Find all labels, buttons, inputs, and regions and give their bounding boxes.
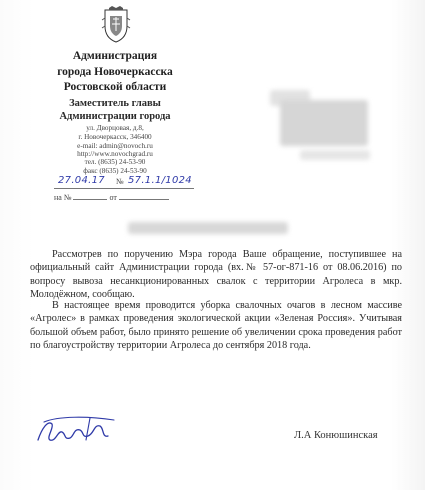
registration-underline (54, 188, 194, 189)
organization-name: Администрация (72, 50, 158, 62)
redacted-salutation (128, 222, 288, 234)
redacted-recipient-extra (300, 150, 370, 160)
website: http://www.novochgrad.ru (77, 150, 153, 158)
reference-prefix: на № (54, 193, 72, 202)
reference-number-blank (73, 192, 107, 200)
organization-region: Ростовской области (63, 81, 167, 93)
body-paragraph-1: Рассмотрев по поручению Мэра города Ваше обращение, поступившее на официальный сайт Администрации города (вх.№ 57-ог-871-16 от 08.06.2016) по вопросу вывоза несанкционированных свалок с территории Агролеса в мкр. Молодёжном, сообщаю. (30, 249, 402, 300)
registration-number-label: № (116, 177, 124, 186)
phone: тел. (8635) 24-53-90 (84, 158, 146, 166)
reference-line (54, 192, 169, 202)
address-street: ул. Дворцовая, д.8, (86, 124, 144, 132)
body-paragraph-2: В настоящее время проводится уборка свалочных очагов в лесном массиве «Агролес» в рамках проведения экологической акции «Зеленая Россия». Учитывая большой объем работ, было принято решение об увеличении срока проведения работ по благоустройству территории Агролеса до сентября 2018 года. (30, 300, 402, 351)
handwritten-signature (28, 410, 158, 450)
registration-line (30, 175, 200, 189)
reference-middle: от (109, 193, 117, 202)
position-title: Заместитель главы (69, 98, 161, 109)
registration-date: 27.04.17 (58, 175, 105, 186)
address-city: г. Новочеркасск, 346400 (78, 133, 152, 141)
city-coat-of-arms-icon (101, 6, 131, 44)
registration-number: 57.1.1/1024 (128, 175, 192, 186)
redacted-recipient-address (280, 100, 368, 146)
reference-date-blank (119, 192, 169, 200)
organization-city: города Новочеркасска (57, 66, 173, 78)
fax: факс (8635) 24-53-90 (83, 167, 147, 175)
email: e-mail: admin@novoch.ru (77, 142, 153, 150)
position-subtitle: Администрации города (59, 111, 171, 122)
signatory-name: Л.А Конюшинская (294, 430, 378, 441)
